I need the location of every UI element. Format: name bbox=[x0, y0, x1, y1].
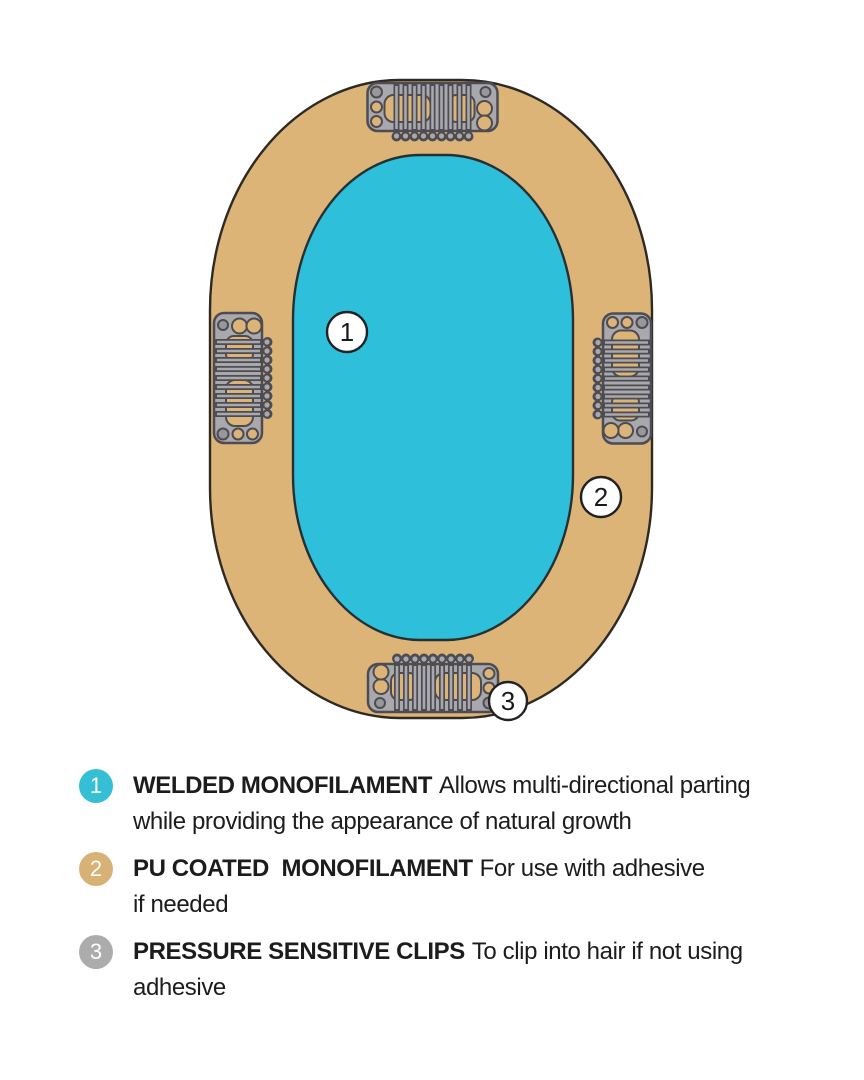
legend-desc-1-line1: Allows multi-directional parting bbox=[439, 772, 751, 799]
legend-text-2 bbox=[133, 851, 705, 923]
legend-badge-2: 2 bbox=[79, 852, 113, 886]
legend-item-pressure-sensitive-clips bbox=[79, 934, 824, 1006]
legend-desc-3-line2: adhesive bbox=[133, 974, 226, 1001]
legend-badge-3: 3 bbox=[79, 935, 113, 969]
legend-label-2: PU COATED MONOFILAMENT bbox=[133, 855, 473, 882]
marker-3-number: 3 bbox=[500, 686, 516, 716]
legend bbox=[0, 768, 864, 1006]
marker-3 bbox=[489, 682, 527, 720]
marker-2 bbox=[581, 477, 621, 517]
legend-label-3: PRESSURE SENSITIVE CLIPS bbox=[133, 938, 465, 965]
marker-1 bbox=[327, 312, 367, 352]
marker-1-number: 1 bbox=[339, 317, 355, 347]
welded-monofilament-area bbox=[293, 155, 573, 640]
legend-desc-3-line1: To clip into hair if not using bbox=[471, 938, 743, 965]
legend-item-pu-coated-monofilament bbox=[79, 851, 824, 923]
legend-text-1 bbox=[133, 768, 750, 840]
marker-2-number: 2 bbox=[593, 482, 609, 512]
legend-label-1: WELDED MONOFILAMENT bbox=[133, 772, 433, 799]
legend-text-3 bbox=[133, 934, 743, 1006]
legend-item-welded-monofilament bbox=[79, 768, 824, 840]
legend-desc-2-line1: For use with adhesive bbox=[479, 855, 705, 882]
legend-desc-1-line2: while providing the appearance of natural growth bbox=[133, 808, 632, 835]
legend-badge-1: 1 bbox=[79, 769, 113, 803]
legend-desc-2-line2: if needed bbox=[133, 891, 229, 918]
